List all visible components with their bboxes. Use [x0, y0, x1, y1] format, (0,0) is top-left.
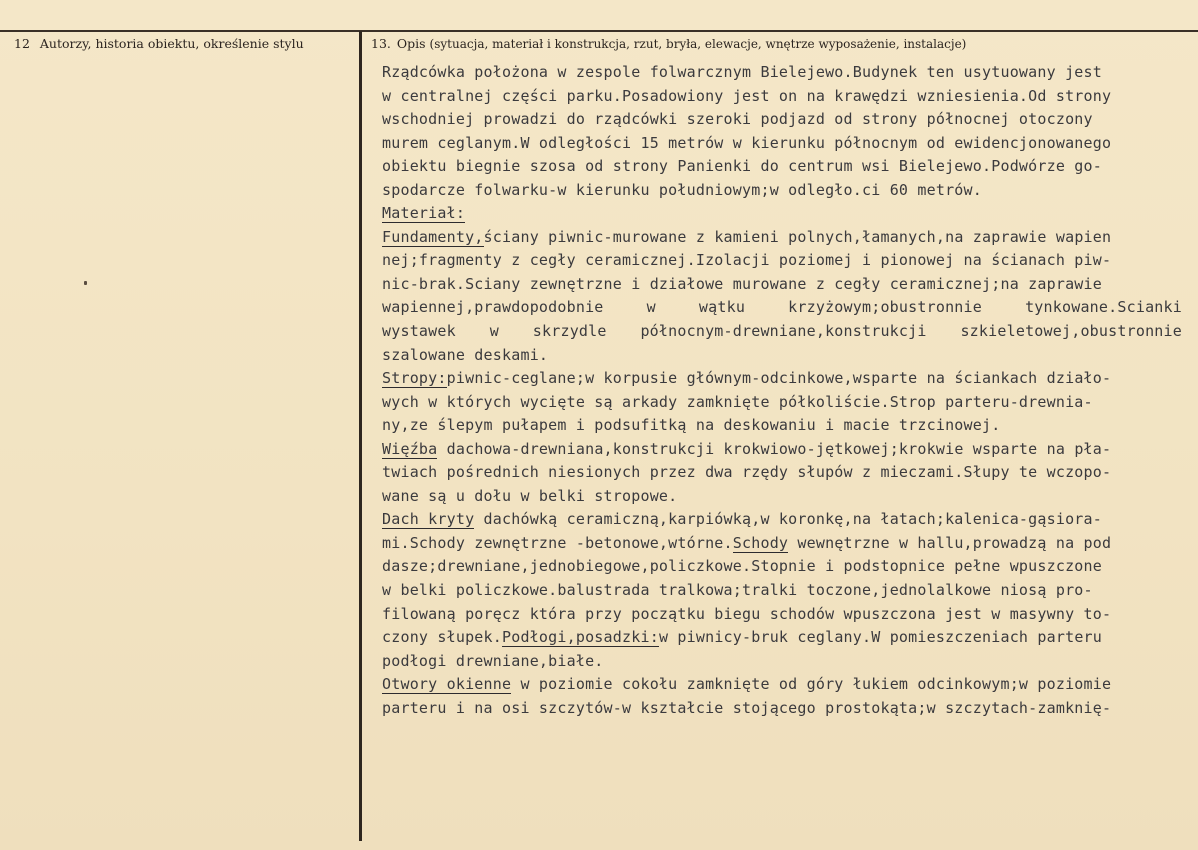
text-line — [382, 508, 1182, 532]
text-fragment: w piwnicy-bruk ceglany.W pomieszczeniach parteru — [658, 628, 1103, 647]
right-column-number: 13. — [371, 36, 391, 51]
text-fragment: murem ceglanym.W odległości 15 metrów w kierunku północnym od ewidencjonowanego — [382, 133, 1112, 152]
left-column-title: Autorzy, historia obiektu, określenie stylu — [39, 36, 304, 51]
text-line — [382, 273, 1182, 297]
text-line — [382, 344, 1182, 368]
text-line — [382, 202, 1182, 226]
right-column-header — [371, 36, 966, 51]
text-fragment: Rządcówka położona w zespole folwarcznym Bielejewo.Budynek ten usytuowany jest — [382, 63, 1102, 81]
underlined-heading: Dach kryty — [382, 510, 475, 529]
text-fragment: dachowa-drewniana,konstrukcji krokwiowo-jętkowej;krokwie wsparte na pła- — [437, 439, 1112, 458]
text-fragment: mi.Schody zewnętrzne -betonowe,wtórne. — [382, 533, 733, 552]
text-fragment: wane są u dołu w belki stropowe. — [382, 486, 678, 505]
column-divider — [359, 31, 362, 841]
stray-ink-mark — [84, 281, 87, 285]
text-fragment: twiach pośrednich niesionych przez dwa rzędy słupów z mieczami.Słupy te wczopo- — [382, 463, 1112, 482]
underlined-heading: Otwory okienne — [382, 675, 512, 694]
text-line — [382, 650, 1182, 674]
text-line — [382, 414, 1182, 438]
right-column-title: Opis — [396, 36, 426, 51]
text-line — [382, 579, 1182, 603]
text-line — [382, 179, 1182, 203]
left-column-header — [14, 36, 304, 51]
text-fragment: wystawek w skrzydle północnym-drewniane,konstrukcji szkieletowej,obustronnie — [382, 322, 1182, 341]
text-fragment: nej;fragmenty z cegły ceramicznej.Izolacji poziomej i pionowej na ścianach piw- — [382, 251, 1112, 270]
text-fragment: czony słupek. — [382, 628, 502, 647]
text-fragment: szalowane deskami. — [382, 345, 549, 364]
underlined-heading: Schody — [732, 533, 789, 552]
text-fragment: spodarcze folwarku-w kierunku południowym;w odległo.ci 60 metrów. — [382, 180, 982, 199]
text-line — [382, 226, 1182, 250]
underlined-heading: Więźba — [382, 439, 438, 458]
text-line — [382, 603, 1182, 627]
text-fragment: w belki policzkowe.balustrada tralkowa;tralki toczone,jednolalkowe niosą pro- — [382, 581, 1093, 600]
text-fragment: w poziomie cokołu zamknięte od góry łukiem odcinkowym;w poziomie — [511, 675, 1112, 694]
text-fragment: dachówką ceramiczną,karpiówką,w koronkę,na łatach;kalenica-gąsiora- — [474, 510, 1103, 529]
text-line — [382, 391, 1182, 415]
text-fragment: wewnętrzne w hallu,prowadzą na pod — [788, 533, 1112, 552]
text-line — [382, 673, 1182, 697]
underlined-heading: Fundamenty, — [382, 227, 484, 246]
text-line — [382, 532, 1182, 556]
text-line — [382, 85, 1182, 109]
text-fragment: piwnic-ceglane;w korpusie głównym-odcinkowe,wsparte na ściankach działo- — [446, 369, 1112, 388]
text-line — [382, 61, 1182, 85]
underlined-heading: Stropy: — [382, 369, 447, 388]
underlined-heading: Podłogi,posadzki: — [502, 628, 659, 647]
text-fragment: wschodniej prowadzi do rządcówki szeroki podjazd od strony północnej otoczony — [382, 110, 1093, 129]
underlined-heading: Materiał: — [382, 204, 466, 223]
text-line — [382, 438, 1182, 462]
text-fragment: nic-brak.Sciany zewnętrzne i działowe murowane z cegły ceramicznej;na zaprawie — [382, 274, 1102, 293]
text-fragment: podłogi drewniane,białe. — [382, 651, 604, 670]
header-rule — [0, 30, 1198, 32]
left-column-number: 12 — [14, 36, 30, 51]
text-line — [382, 626, 1182, 650]
text-fragment: dasze;drewniane,jednobiegowe,policzkowe.Stopnie i podstopnice pełne wpuszczone — [382, 557, 1102, 576]
text-line — [382, 367, 1182, 391]
text-line — [382, 461, 1182, 485]
text-line — [382, 155, 1182, 179]
typewritten-description — [382, 61, 1182, 720]
text-fragment: parteru i na osi szczytów-w kształcie stojącego prostokąta;w szczytach-zamknię- — [382, 698, 1112, 717]
text-line — [382, 132, 1182, 156]
text-fragment: w centralnej części parku.Posadowiony jest on na krawędzi wzniesienia.Od strony — [382, 86, 1112, 105]
text-fragment: filowaną poręcz która przy początku biegu schodów wpuszczona jest w masywny to- — [382, 604, 1112, 623]
text-fragment: ściany piwnic-murowane z kamieni polnych,łamanych,na zaprawie wapien — [483, 227, 1112, 246]
text-line — [382, 697, 1182, 721]
text-line — [382, 296, 1182, 320]
text-line — [382, 485, 1182, 509]
text-fragment: wych w których wycięte są arkady zamknięte półkoliście.Strop parteru-drewnia- — [382, 392, 1093, 411]
text-line — [382, 555, 1182, 579]
text-line — [382, 249, 1182, 273]
text-line — [382, 108, 1182, 132]
text-fragment: ny,ze ślepym pułapem i podsufitką na deskowaniu i macie trzcinowej. — [382, 416, 1001, 435]
text-line — [382, 320, 1182, 344]
right-column-subtitle: (sytuacja, materiał i konstrukcja, rzut, bryła, elewacje, wnętrze wyposażenie, instalacje) — [429, 37, 967, 51]
text-fragment: wapiennej,prawdopodobnie w wątku krzyżowym;obustronnie tynkowane.Scianki — [382, 298, 1182, 317]
text-fragment: obiektu biegnie szosa od strony Panienki do centrum wsi Bielejewo.Podwórze go- — [382, 157, 1102, 176]
